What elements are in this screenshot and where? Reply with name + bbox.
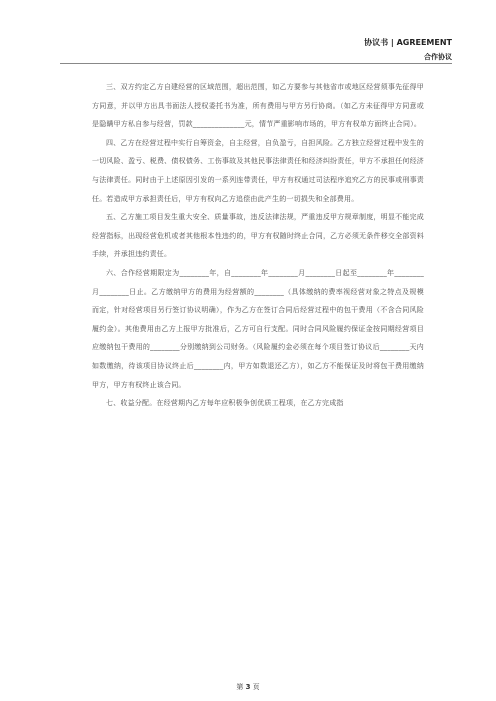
- paragraph-article-4: 四、乙方在经营过程中实行自筹资金，自主经营，自负盈亏，自担风险。乙方独立经营过程中发生的一切风险、盈亏、税费、债权债务、工伤事故及其他民事法律责任和经济纠纷责任，甲方不承担任何经济与法律责任。同时由于上述原因引发的一系列连带责任，甲方有权通过司法程序追究乙方的民事或刑事责任。若造成甲方承担责任后，甲方有权向乙方追偿由此产生的一切损失和全部费用。: [92, 138, 424, 203]
- paragraph-article-6: 六、合作经营期限定为________年，自________年________月________日起至________年________月________日止。乙方缴纳甲方的费用为经营额的________（具体缴纳的费率视经营对象之特点及规模而定，针对经营项目另行签订协议明确），作为乙方在签订合同后经营过程中的包干费用（不含合同风险履约金）。其他费用由乙方上报甲方批准后，乙方可自行支配。同时合同风险履约保证金按同期经营项目应缴纳包干费用的________分别缴纳到公司财务。（风险履约金必须在每个项目签订协议后________天内如数缴纳，待该项目协议终止后________内，甲方如数退还乙方），如乙方不能保证及时将包干费用缴纳甲方，甲方有权终止该合同。: [92, 268, 424, 389]
- paragraph-article-5: 五、乙方施工项目发生重大安全、质量事故，违反法律法规，严重违反甲方规章制度，明显不能完成经营指标，出现经营危机或者其他根本性违约的，甲方有权随时终止合同，乙方必须无条件移交全部资料手续，并承担违约责任。: [92, 213, 424, 259]
- paragraph-article-7: 七、收益分配。在经营期内乙方每年应积极争创优质工程项，在乙方完成指: [106, 399, 344, 408]
- page-footer: [0, 682, 496, 692]
- header-subtitle: 合作协议: [424, 53, 452, 61]
- paragraph-article-3: 三、双方约定乙方自建经营的区域范围，超出范围，如乙方要参与其他省市或地区经营须事先征得甲方同意，并以甲方出具书面法人授权委托书为准，所有费用与甲方另行协商。（如乙方未征得甲方同意或是隐瞒甲方私自参与经营，罚款______________元，情节严重影响市场的，甲方有权单方面终止合同）。: [92, 83, 424, 129]
- page-number: 3: [245, 683, 251, 691]
- footer-prefix: 第: [236, 683, 244, 691]
- footer-suffix: 页: [252, 683, 260, 691]
- header-title: 协议书 | AGREEMENT: [364, 38, 452, 47]
- document-body: [92, 78, 424, 413]
- header-divider: [60, 63, 452, 64]
